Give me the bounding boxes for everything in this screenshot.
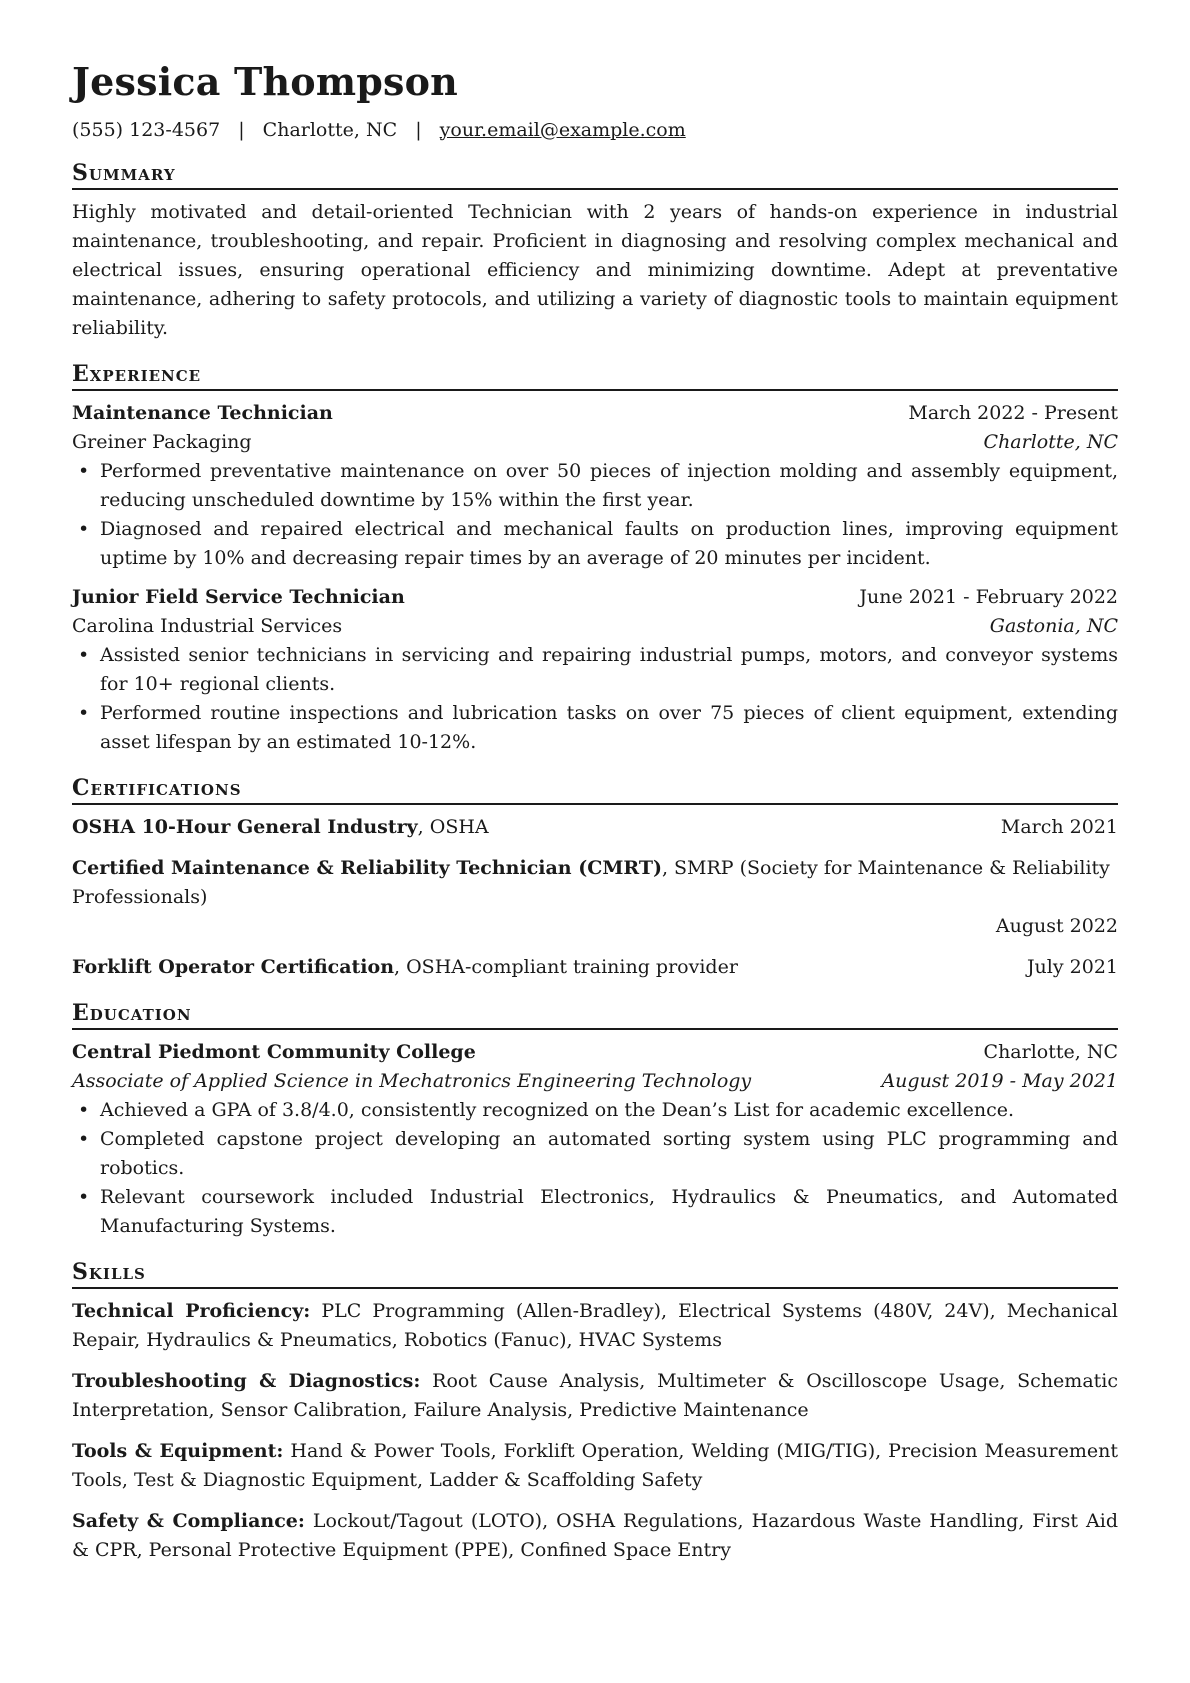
bullet-text: Diagnosed and repaired electrical and mechanical faults on production lines, improving equipment uptime by 10% and decreasing repair times by an average of 20 minutes per incident. [100, 518, 1118, 570]
job-header [72, 399, 1118, 428]
section-title-education: Education [72, 1000, 1118, 1030]
contact-line [72, 118, 1118, 143]
school-location: Charlotte, NC [983, 1041, 1118, 1064]
bullet-icon: • [78, 1186, 90, 1209]
job-entry [72, 399, 1118, 573]
cert-item [72, 953, 1118, 982]
job-dates: June 2021 - February 2022 [859, 586, 1118, 609]
job-subheader [72, 612, 1118, 641]
cert-issuer: , OSHA-compliant training provider [394, 956, 738, 979]
job-company: Carolina Industrial Services [72, 615, 343, 638]
skill-label: Troubleshooting & Diagnostics: [72, 1370, 421, 1393]
skill-text: Hand & Power Tools, Forklift Operation, Welding (MIG/TIG), Precision Measurement Tools, Test & Diagnostic Equipment, Ladder & Scaffolding Safety [72, 1440, 1118, 1492]
skill-label: Tools & Equipment: [72, 1440, 284, 1463]
cert-item [72, 854, 1118, 941]
education-header [72, 1038, 1118, 1067]
cert-name: Forklift Operator Certification [72, 956, 395, 979]
job-bullets [72, 641, 1118, 757]
bullet-icon: • [78, 518, 90, 541]
location: Charlotte, NC [262, 118, 398, 141]
job-role: Junior Field Service Technician [72, 586, 405, 609]
job-bullets [72, 457, 1118, 573]
cert-name: OSHA 10-Hour General Industry [72, 816, 418, 839]
bullet-text: Relevant coursework included Industrial Electronics, Hydraulics & Pneumatics, and Automated Manufacturing Systems. [100, 1186, 1118, 1238]
cert-date: March 2021 [1000, 816, 1118, 839]
section-title-certifications: Certifications [72, 775, 1118, 805]
phone-number: (555) 123-4567 [72, 118, 221, 141]
skill-text: Lockout/Tagout (LOTO), OSHA Regulations, Hazardous Waste Handling, First Aid & CPR, Personal Protective Equipment (PPE), Confined Space Entry [72, 1510, 1118, 1562]
list-item [72, 699, 1118, 757]
skill-group [72, 1367, 1118, 1425]
list-item [72, 457, 1118, 515]
job-header [72, 583, 1118, 612]
section-title-experience: Experience [72, 361, 1118, 391]
bullet-icon: • [78, 1099, 90, 1122]
education-subheader [72, 1067, 1118, 1096]
bullet-icon: • [78, 460, 90, 483]
job-dates: March 2022 - Present [908, 402, 1118, 425]
list-item [72, 1125, 1118, 1183]
skill-text: PLC Programming (Allen-Bradley), Electrical Systems (480V, 24V), Mechanical Repair, Hydraulics & Pneumatics, Robotics (Fanuc), HVAC Systems [72, 1300, 1118, 1352]
cert-issuer: , SMRP (Society for Maintenance & Reliability Professionals) [72, 857, 1110, 909]
separator: | [238, 118, 245, 141]
skill-label: Technical Proficiency: [72, 1300, 311, 1323]
job-location: Charlotte, NC [983, 431, 1118, 454]
cert-date: August 2022 [995, 915, 1118, 938]
skill-group [72, 1507, 1118, 1565]
bullet-icon: • [78, 644, 90, 667]
skill-label: Safety & Compliance: [72, 1510, 305, 1533]
degree-name: Associate of Applied Science in Mechatronics Engineering Technology [72, 1070, 752, 1093]
bullet-text: Achieved a GPA of 3.8/4.0, consistently recognized on the Dean’s List for academic excellence. [100, 1099, 1015, 1122]
list-item [72, 1183, 1118, 1241]
education-entry [72, 1038, 1118, 1241]
bullet-text: Performed preventative maintenance on over 50 pieces of injection molding and assembly equipment, reducing unscheduled downtime by 15% within the first year. [100, 460, 1118, 512]
summary-text: Highly motivated and detail-oriented Technician with 2 years of hands-on experience in industrial maintenance, troubleshooting, and repair. Proficient in diagnosing and resolving complex mechanical and electrical issues, ensuring operational efficiency and minimizing downtime. Adept at preventative maintenance, adhering to safety protocols, and utilizing a variety of diagnostic tools to maintain equipment reliability. [72, 201, 1118, 340]
cert-date: July 2021 [1026, 956, 1118, 979]
job-location: Gastonia, NC [989, 615, 1118, 638]
skill-group [72, 1437, 1118, 1495]
candidate-name: Jessica Thompson [72, 59, 458, 104]
cert-issuer: , OSHA [417, 816, 489, 839]
job-company: Greiner Packaging [72, 431, 252, 454]
education-bullets [72, 1096, 1118, 1241]
skill-group [72, 1297, 1118, 1355]
bullet-text: Performed routine inspections and lubrication tasks on over 75 pieces of client equipment, extending asset lifespan by an estimated 10-12%. [100, 702, 1118, 754]
education-dates: August 2019 - May 2021 [881, 1070, 1118, 1093]
section-title-skills: Skills [72, 1259, 1118, 1289]
list-item [72, 515, 1118, 573]
email-link[interactable]: your.email@example.com [439, 118, 686, 141]
bullet-icon: • [78, 1128, 90, 1151]
list-item [72, 641, 1118, 699]
bullet-text: Assisted senior technicians in servicing and repairing industrial pumps, motors, and conveyor systems for 10+ regional clients. [100, 644, 1118, 696]
bullet-icon: • [78, 702, 90, 725]
school-name: Central Piedmont Community College [72, 1041, 476, 1064]
job-role: Maintenance Technician [72, 402, 333, 425]
separator: | [415, 118, 422, 141]
skill-text: Root Cause Analysis, Multimeter & Oscilloscope Usage, Schematic Interpretation, Sensor Calibration, Failure Analysis, Predictive Maintenance [72, 1370, 1118, 1422]
job-entry [72, 583, 1118, 757]
bullet-text: Completed capstone project developing an automated sorting system using PLC programming and robotics. [100, 1128, 1118, 1180]
cert-item [72, 813, 1118, 842]
list-item [72, 1096, 1118, 1125]
section-title-summary: Summary [72, 160, 1118, 190]
cert-name: Certified Maintenance & Reliability Technician (CMRT) [72, 857, 662, 880]
job-subheader [72, 428, 1118, 457]
